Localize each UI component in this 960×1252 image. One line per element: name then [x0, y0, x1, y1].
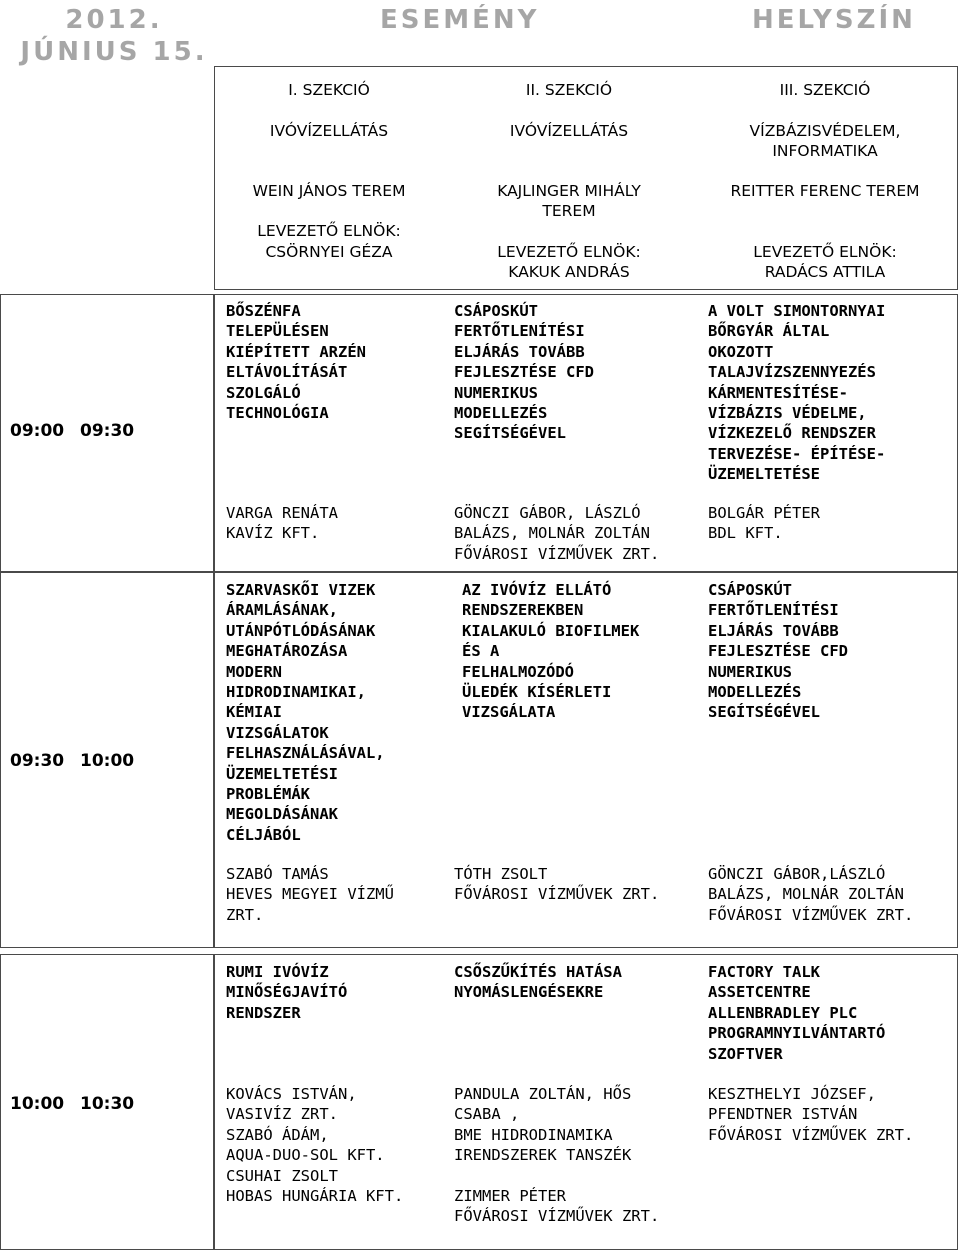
slot-3-time: [10, 1094, 134, 1114]
slot-2-talk-3-speakers: GÖNCZI GÁBOR,LÁSZLÓ BALÁZS, MOLNÁR ZOLTÁN FŐVÁROSI VÍZMŰVEK ZRT.: [708, 865, 914, 924]
slot-3-talk-3-speakers: KESZTHELYI JÓZSEF, PFENDTNER ISTVÁN FŐVÁROSI VÍZMŰVEK ZRT.: [708, 1085, 914, 1144]
section-2-topic: IVÓVÍZELLÁTÁS: [509, 122, 629, 140]
slot-1-talk-2-title: CSÁPOSKÚT FERTŐTLENÍTÉSI ELJÁRÁS TOVÁBB FEJLESZTÉSE CFD NUMERIKUS MODELLEZÉS SEGÍTSÉGÉVEL: [454, 302, 594, 443]
slot-1-talk-2-speakers: GÖNCZI GÁBOR, LÁSZLÓ BALÁZS, MOLNÁR ZOLTÁN FŐVÁROSI VÍZMŰVEK ZRT.: [454, 504, 660, 563]
slot-2-time: [10, 751, 134, 771]
slot-1-time-end: 09:30: [80, 421, 135, 441]
slot-1-time-start: 09:00: [10, 421, 65, 441]
section-1-title: I. SZEKCIÓ: [288, 81, 370, 99]
section-1-room: WEIN JÁNOS TEREM: [252, 182, 406, 200]
slot-2-talk-1-speakers: SZABÓ TAMÁS HEVES MEGYEI VÍZMŰ ZRT.: [226, 865, 394, 924]
section-2-chair: KAKUK ANDRÁS: [508, 263, 630, 281]
slot-1-talk-1-speakers: VARGA RENÁTA KAVÍZ KFT.: [226, 504, 338, 543]
section-1-chair: CSÖRNYEI GÉZA: [265, 243, 393, 261]
slot-3-talk-2-title: CSŐSZŰKÍTÉS HATÁSA NYOMÁSLENGÉSEKRE: [454, 963, 622, 1002]
slot-2-talk-3-title: CSÁPOSKÚT FERTŐTLENÍTÉSI ELJÁRÁS TOVÁBB FEJLESZTÉSE CFD NUMERIKUS MODELLEZÉS SEGÍTSÉGÉVEL: [708, 581, 848, 722]
section-3-chair: RADÁCS ATTILA: [764, 263, 886, 281]
section-1-chair-label: LEVEZETŐ ELNÖK:: [257, 222, 401, 240]
section-2-title: II. SZEKCIÓ: [525, 81, 613, 99]
slot-2-time-end: 10:00: [80, 751, 135, 771]
slot-2-talk-2-speakers: TÓTH ZSOLT FŐVÁROSI VÍZMŰVEK ZRT.: [454, 865, 660, 904]
section-3-topic: VÍZBÁZISVÉDELEM, INFORMATIKA: [749, 122, 901, 161]
date-header: 2012. JÚNIUS 15.: [20, 5, 208, 67]
slot-3-talk-1-title: RUMI IVÓVÍZ MINŐSÉGJAVÍTÓ RENDSZER: [226, 963, 348, 1022]
slot-2-talk-2-title: AZ IVÓVÍZ ELLÁTÓ RENDSZEREKBEN KIALAKULÓ BIOFILMEK ÉS A FELHALMOZÓDÓ ÜLEDÉK KÍSÉRLETI VIZSGÁLATA: [462, 581, 640, 722]
section-3-title: III. SZEKCIÓ: [779, 81, 871, 99]
slot-3-talk-1-speakers: KOVÁCS ISTVÁN, VASIVÍZ ZRT. SZABÓ ÁDÁM, AQUA-DUO-SOL KFT. CSUHAI ZSOLT HOBAS HUNGÁRIA KFT.: [226, 1085, 404, 1206]
section-3-chair-label: LEVEZETŐ ELNÖK:: [753, 243, 897, 261]
slot-3-talk-2-speakers: PANDULA ZOLTÁN, HŐS CSABA , BME HIDRODINAMIKA IRENDSZEREK TANSZÉK ZIMMER PÉTER FŐVÁROSI VÍZMŰVEK ZRT.: [454, 1085, 660, 1226]
slot-1-talk-3-speakers: BOLGÁR PÉTER BDL KFT.: [708, 504, 820, 543]
section-2-room: KAJLINGER MIHÁLY TEREM: [497, 182, 641, 221]
slot-2-time-start: 09:30: [10, 751, 65, 771]
section-2-chair-label: LEVEZETŐ ELNÖK:: [497, 243, 641, 261]
section-1-topic: IVÓVÍZELLÁTÁS: [269, 122, 389, 140]
event-header: ESEMÉNY: [380, 5, 540, 35]
slot-3-time-start: 10:00: [10, 1094, 65, 1114]
section-3-room: REITTER FERENC TEREM: [730, 182, 920, 200]
slot-1-talk-3-title: A VOLT SIMONTORNYAI BŐRGYÁR ÁLTAL OKOZOTT TALAJVÍZSZENNYEZÉS KÁRMENTESÍTÉSE- VÍZBÁZIS VÉDELME, VÍZKEZELŐ RENDSZER TERVEZÉSE- ÉPÍTÉSE- ÜZEMELTETÉSE: [708, 302, 886, 484]
place-header: HELYSZÍN: [752, 5, 916, 35]
slot-3-talk-3-title: FACTORY TALK ASSETCENTRE ALLENBRADLEY PLC PROGRAMNYILVÁNTARTÓ SZOFTVER: [708, 963, 886, 1063]
slot-2-talk-1-title: SZARVASKŐI VIZEK ÁRAMLÁSÁNAK, UTÁNPÓTLÓDÁSÁNAK MEGHATÁROZÁSA MODERN HIDRODINAMIKAI, KÉMIAI VIZSGÁLATOK FELHASZNÁLÁSÁVAL, ÜZEMELTETÉSI PROBLÉMÁK MEGOLDÁSÁNAK CÉLJÁBÓL: [226, 581, 385, 844]
slot-1-talk-1-title: BŐSZÉNFA TELEPÜLÉSEN KIÉPÍTETT ARZÉN ELTÁVOLÍTÁSÁT SZOLGÁLÓ TECHNOLÓGIA: [226, 302, 366, 423]
slot-1-time: [10, 421, 134, 441]
slot-3-time-end: 10:30: [80, 1094, 135, 1114]
